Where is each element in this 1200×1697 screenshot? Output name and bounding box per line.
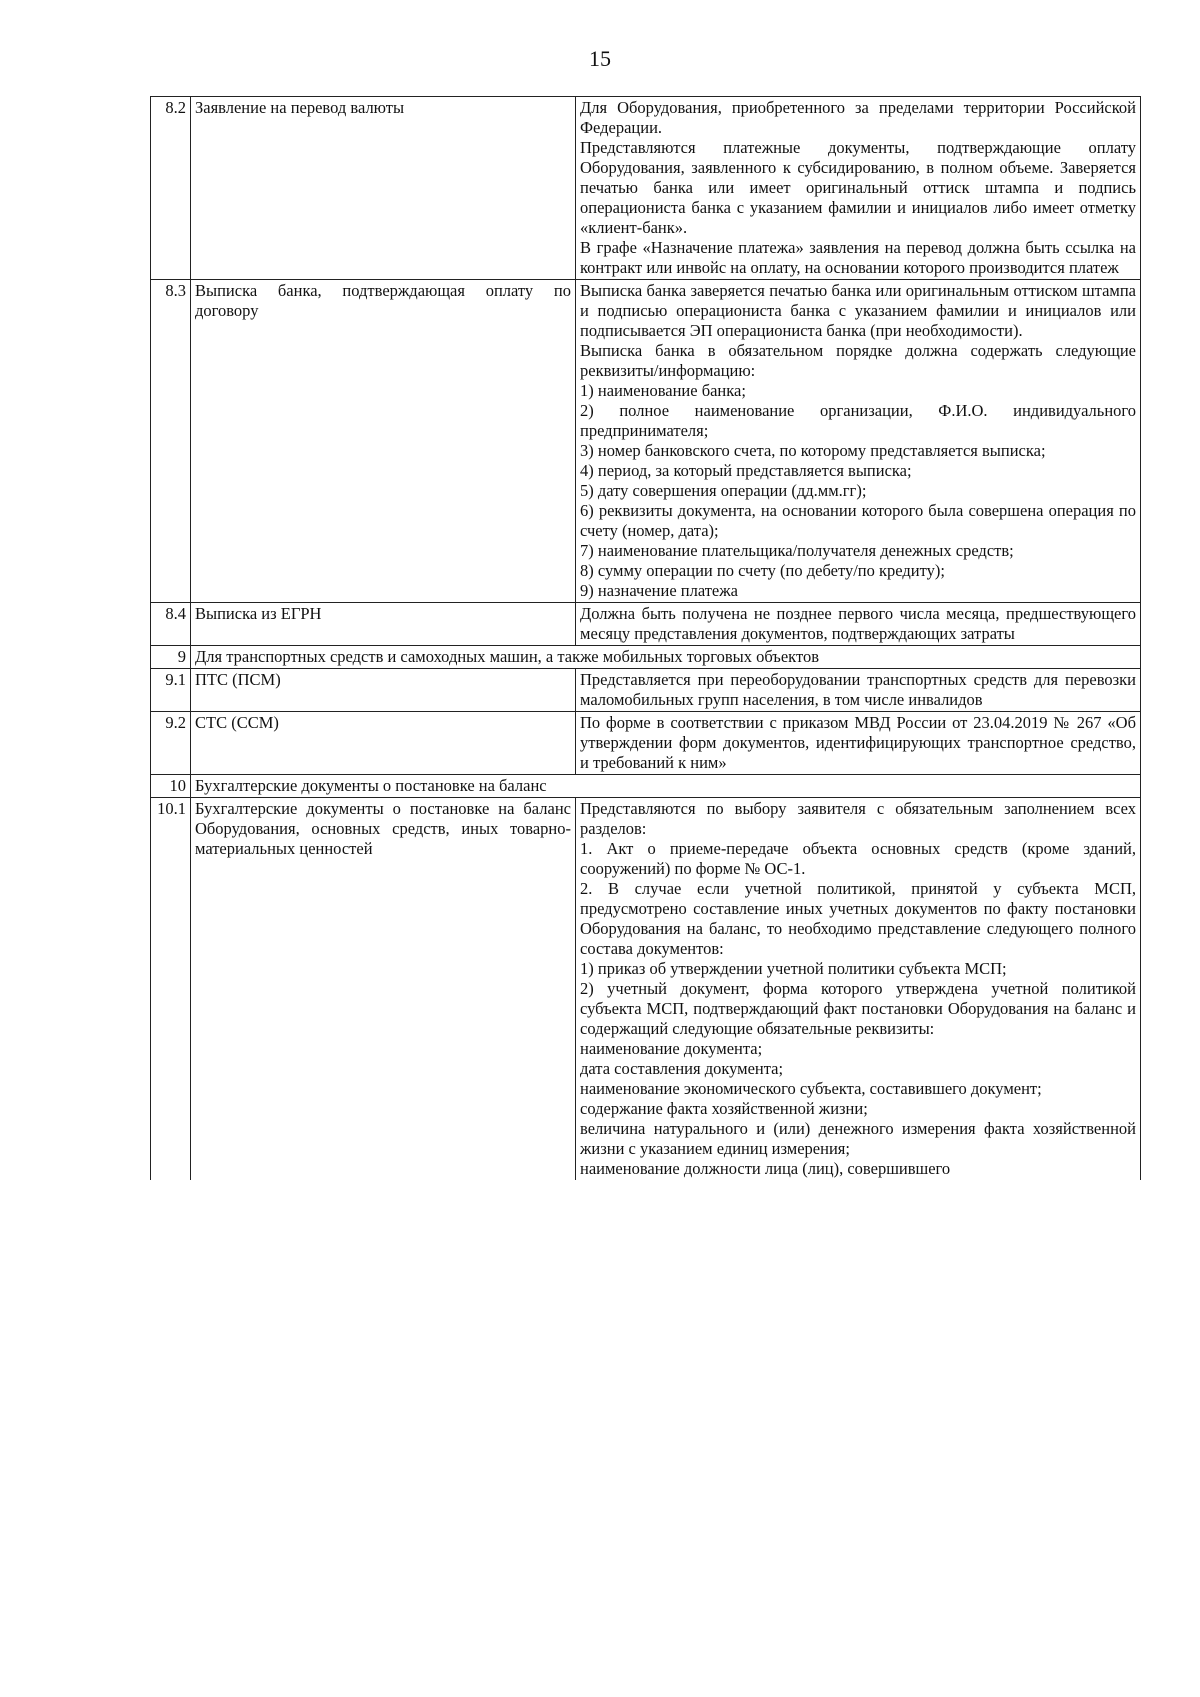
- row-number: 8.2: [151, 97, 191, 280]
- requirement-list-item: величина натурального и (или) денежного измерения факта хозяйственной жизни с указанием единиц измерения;: [580, 1119, 1136, 1158]
- requirement-list-item: 8) сумму операции по счету (по дебету/по кредиту);: [580, 561, 945, 580]
- table-row: [151, 712, 1141, 775]
- requirement-list-item: 1) приказ об утверждении учетной политики субъекта МСП;: [580, 959, 1007, 978]
- requirement-list-item: наименование документа;: [580, 1039, 763, 1058]
- table-row: [151, 669, 1141, 712]
- section-row: [151, 775, 1141, 798]
- document-requirements: [576, 712, 1141, 775]
- requirement-list-item: содержание факта хозяйственной жизни;: [580, 1099, 868, 1118]
- requirement-list-item: дата составления документа;: [580, 1059, 784, 1078]
- requirement-list-item: 9) назначение платежа: [580, 581, 738, 600]
- requirement-paragraph: Для Оборудования, приобретенного за пределами территории Российской Федерации.: [580, 98, 1136, 137]
- table-row: [151, 97, 1141, 280]
- table-row: [151, 280, 1141, 603]
- table-row: [151, 798, 1141, 1181]
- row-number: 9.1: [151, 669, 191, 712]
- requirement-list-item: 5) дату совершения операции (дд.мм.гг);: [580, 481, 867, 500]
- row-number: 10: [151, 775, 191, 798]
- page-number: 15: [589, 46, 611, 71]
- requirement-list-item: наименование экономического субъекта, составившего документ;: [580, 1079, 1042, 1098]
- requirement-paragraph: Представляется при переоборудовании транспортных средств для перевозки маломобильных групп населения, в том числе инвалидов: [580, 670, 1136, 709]
- section-title: Бухгалтерские документы о постановке на баланс: [191, 775, 1141, 798]
- requirement-paragraph: По форме в соответствии с приказом МВД России от 23.04.2019 № 267 «Об утверждении форм документов, идентифицирующих транспортное средство, и требований к ним»: [580, 713, 1136, 772]
- requirement-paragraph: В графе «Назначение платежа» заявления на перевод должна быть ссылка на контракт или инвойс на оплату, на основании которого производится платеж: [580, 238, 1136, 277]
- table-row: [151, 603, 1141, 646]
- document-name: ПТС (ПСМ): [191, 669, 576, 712]
- requirement-paragraph: Представляются по выбору заявителя с обязательным заполнением всех разделов:: [580, 799, 1136, 838]
- document-requirements: [576, 280, 1141, 603]
- requirement-list-item: 4) период, за который представляется выписка;: [580, 461, 912, 480]
- requirement-paragraph: 2. В случае если учетной политикой, принятой у субъекта МСП, предусмотрено составление иных учетных документов по факту постановки Оборудования на баланс, то необходимо представление следующего полного состава документов:: [580, 879, 1136, 958]
- document-requirements: [576, 97, 1141, 280]
- row-number: 8.4: [151, 603, 191, 646]
- document-name: СТС (ССМ): [191, 712, 576, 775]
- document-name: Выписка из ЕГРН: [191, 603, 576, 646]
- document-name: Выписка банка, подтверждающая оплату по договору: [191, 280, 576, 603]
- row-number: 9: [151, 646, 191, 669]
- requirement-list-item: 7) наименование плательщика/получателя денежных средств;: [580, 541, 1014, 560]
- section-title: Для транспортных средств и самоходных машин, а также мобильных торговых объектов: [191, 646, 1141, 669]
- requirement-paragraph: 1. Акт о приеме-передаче объекта основных средств (кроме зданий, сооружений) по форме № ОС-1.: [580, 839, 1136, 878]
- requirement-paragraph: Должна быть получена не позднее первого числа месяца, предшествующего месяцу представления документов, подтверждающих затраты: [580, 604, 1136, 643]
- document-requirements: [576, 798, 1141, 1181]
- document-requirements: [576, 603, 1141, 646]
- row-number: 9.2: [151, 712, 191, 775]
- document-name: Заявление на перевод валюты: [191, 97, 576, 280]
- row-number: 10.1: [151, 798, 191, 1181]
- requirement-paragraph: Выписка банка в обязательном порядке должна содержать следующие реквизиты/информацию:: [580, 341, 1136, 380]
- document-name: Бухгалтерские документы о постановке на баланс Оборудования, основных средств, иных товарно-материальных ценностей: [191, 798, 576, 1181]
- document-requirements: [576, 669, 1141, 712]
- row-number: 8.3: [151, 280, 191, 603]
- requirement-list-item: 1) наименование банка;: [580, 381, 746, 400]
- requirement-list-item: 3) номер банковского счета, по которому представляется выписка;: [580, 441, 1046, 460]
- requirement-list-item: 6) реквизиты документа, на основании которого была совершена операция по счету (номер, дата);: [580, 501, 1136, 540]
- section-row: [151, 646, 1141, 669]
- requirement-list-item: наименование должности лица (лиц), совершившего: [580, 1159, 951, 1178]
- requirement-paragraph: Выписка банка заверяется печатью банка или оригинальным оттиском штампа и подписью операциониста банка с указанием фамилии и инициалов или подписывается ЭП операциониста банка (при необходимости).: [580, 281, 1136, 340]
- requirement-list-item: 2) полное наименование организации, Ф.И.О. индивидуального предпринимателя;: [580, 401, 1136, 440]
- requirement-paragraph: Представляются платежные документы, подтверждающие оплату Оборудования, заявленного к субсидированию, в полном объеме. Заверяется печатью банка или имеет оригинальный оттиск штампа и подпись операциониста банка с указанием фамилии и инициалов либо имеет отметку «клиент-банк».: [580, 138, 1136, 237]
- documents-table: [150, 96, 1141, 1180]
- requirement-list-item: 2) учетный документ, форма которого утверждена учетной политикой субъекта МСП, подтверждающий факт постановки Оборудования на баланс и содержащий следующие обязательные реквизиты:: [580, 979, 1136, 1038]
